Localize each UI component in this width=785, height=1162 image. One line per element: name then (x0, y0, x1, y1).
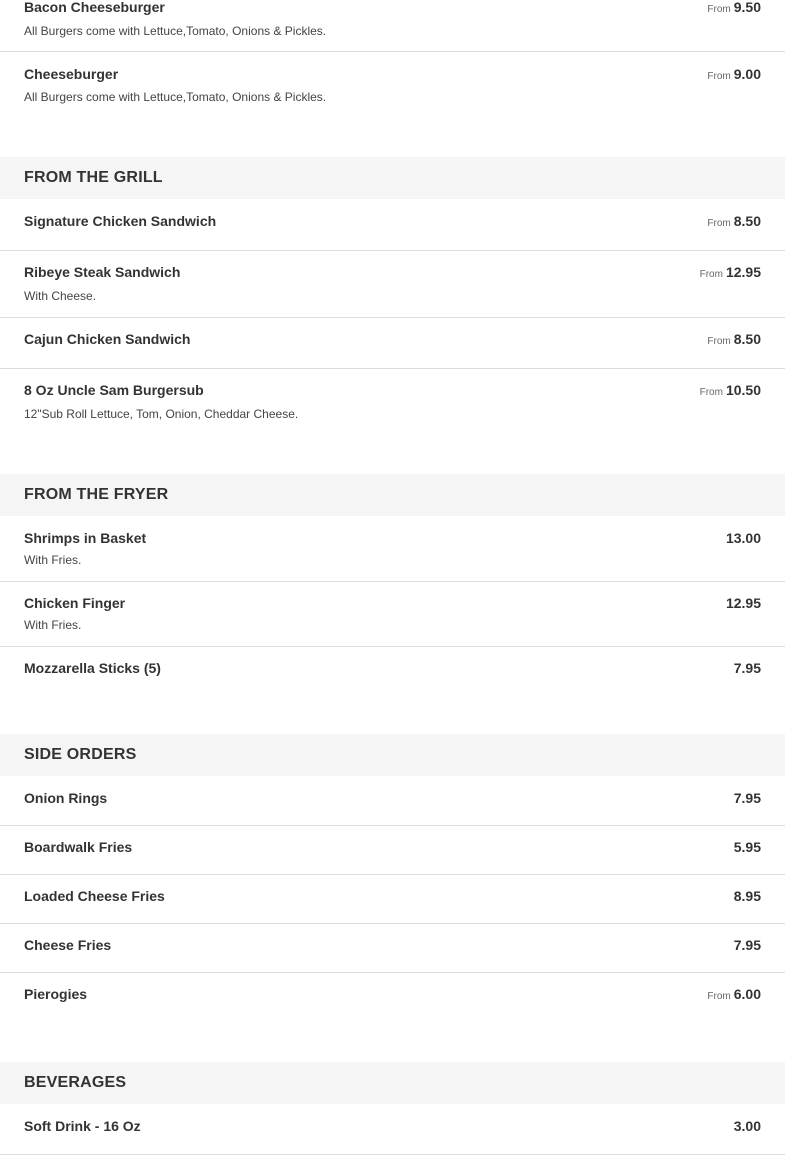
menu-item-uncle-sam-burgersub[interactable] (0, 369, 785, 435)
price-prefix: From (699, 387, 723, 398)
price-value: 13.00 (725, 530, 761, 546)
price-value: 8.95 (733, 888, 761, 904)
item-name: Loaded Cheese Fries (24, 888, 165, 904)
item-price (734, 937, 761, 955)
price-prefix: From (699, 269, 723, 280)
item-name: Soft Drink - 16 Oz (24, 1118, 141, 1134)
item-price (707, 331, 761, 349)
item-description: With Fries. (24, 618, 82, 632)
item-price (726, 530, 761, 548)
menu-item-onion-rings[interactable] (0, 776, 785, 826)
item-name: Onion Rings (24, 790, 108, 806)
price-value: 10.50 (725, 382, 761, 398)
menu-item-chicken-finger[interactable] (0, 582, 785, 647)
menu-item-boardwalk-fries[interactable] (0, 826, 785, 875)
item-description: With Fries. (24, 553, 82, 567)
item-price (734, 839, 761, 857)
item-name: Bacon Cheeseburger (24, 0, 165, 15)
item-description: All Burgers come with Lettuce,Tomato, Onions & Pickles. (24, 24, 327, 38)
price-value: 9.50 (733, 0, 761, 15)
price-prefix: From (707, 4, 731, 15)
section-header-grill (0, 157, 785, 199)
menu-item-signature-chicken-sandwich[interactable] (0, 199, 785, 251)
item-price (707, 986, 761, 1004)
item-description: All Burgers come with Lettuce,Tomato, Onions & Pickles. (24, 90, 327, 104)
item-price (734, 660, 761, 678)
section-header-beverages (0, 1062, 785, 1104)
section-header-fryer (0, 474, 785, 516)
item-price (707, 213, 761, 231)
item-name: Boardwalk Fries (24, 839, 133, 855)
menu-item-cheeseburger[interactable] (0, 52, 785, 118)
price-prefix: From (707, 71, 731, 82)
price-value: 8.50 (733, 213, 761, 229)
price-value: 7.95 (733, 937, 761, 953)
menu-item-mozzarella-sticks[interactable] (0, 647, 785, 697)
item-description: 12"Sub Roll Lettuce, Tom, Onion, Cheddar Cheese. (24, 407, 299, 421)
item-price (707, 0, 761, 17)
section-title: FROM THE FRYER (24, 486, 169, 503)
item-price (734, 1118, 761, 1136)
item-name: Mozzarella Sticks (5) (24, 660, 161, 676)
item-name: Cheese Fries (24, 937, 112, 953)
item-price (726, 595, 761, 613)
menu-item-loaded-cheese-fries[interactable] (0, 875, 785, 924)
menu-item-cajun-chicken-sandwich[interactable] (0, 318, 785, 369)
menu-item-cheese-fries[interactable] (0, 924, 785, 973)
price-value: 5.95 (733, 839, 761, 855)
price-value: 12.95 (725, 595, 761, 611)
item-description: With Cheese. (24, 289, 97, 303)
item-name: Pierogies (24, 986, 88, 1002)
menu-item-pierogies[interactable] (0, 973, 785, 1023)
price-value: 7.95 (733, 790, 761, 806)
price-prefix: From (707, 336, 731, 347)
price-prefix: From (707, 991, 731, 1002)
section-title: BEVERAGES (24, 1074, 127, 1091)
item-name: 8 Oz Uncle Sam Burgersub (24, 382, 204, 398)
item-name: Signature Chicken Sandwich (24, 213, 217, 229)
item-name: Cheeseburger (24, 66, 119, 82)
price-prefix: From (707, 218, 731, 229)
item-price (734, 790, 761, 808)
menu-item-ribeye-steak-sandwich[interactable] (0, 251, 785, 318)
menu-item-shrimps-in-basket[interactable] (0, 516, 785, 582)
menu-item-bacon-cheeseburger[interactable] (0, 0, 785, 52)
section-title: FROM THE GRILL (24, 169, 163, 186)
item-price (734, 888, 761, 906)
price-value: 9.00 (733, 66, 761, 82)
price-value: 3.00 (733, 1118, 761, 1134)
item-price (707, 66, 761, 84)
item-price (700, 382, 761, 400)
item-price (700, 264, 761, 282)
item-name: Shrimps in Basket (24, 530, 147, 546)
section-title: SIDE ORDERS (24, 746, 137, 763)
item-name: Chicken Finger (24, 595, 126, 611)
item-name: Ribeye Steak Sandwich (24, 264, 181, 280)
section-header-side-orders (0, 734, 785, 776)
price-value: 12.95 (725, 264, 761, 280)
price-value: 6.00 (733, 986, 761, 1002)
item-name: Cajun Chicken Sandwich (24, 331, 191, 347)
price-value: 7.95 (733, 660, 761, 676)
price-value: 8.50 (733, 331, 761, 347)
menu-item-soft-drink[interactable] (0, 1104, 785, 1155)
